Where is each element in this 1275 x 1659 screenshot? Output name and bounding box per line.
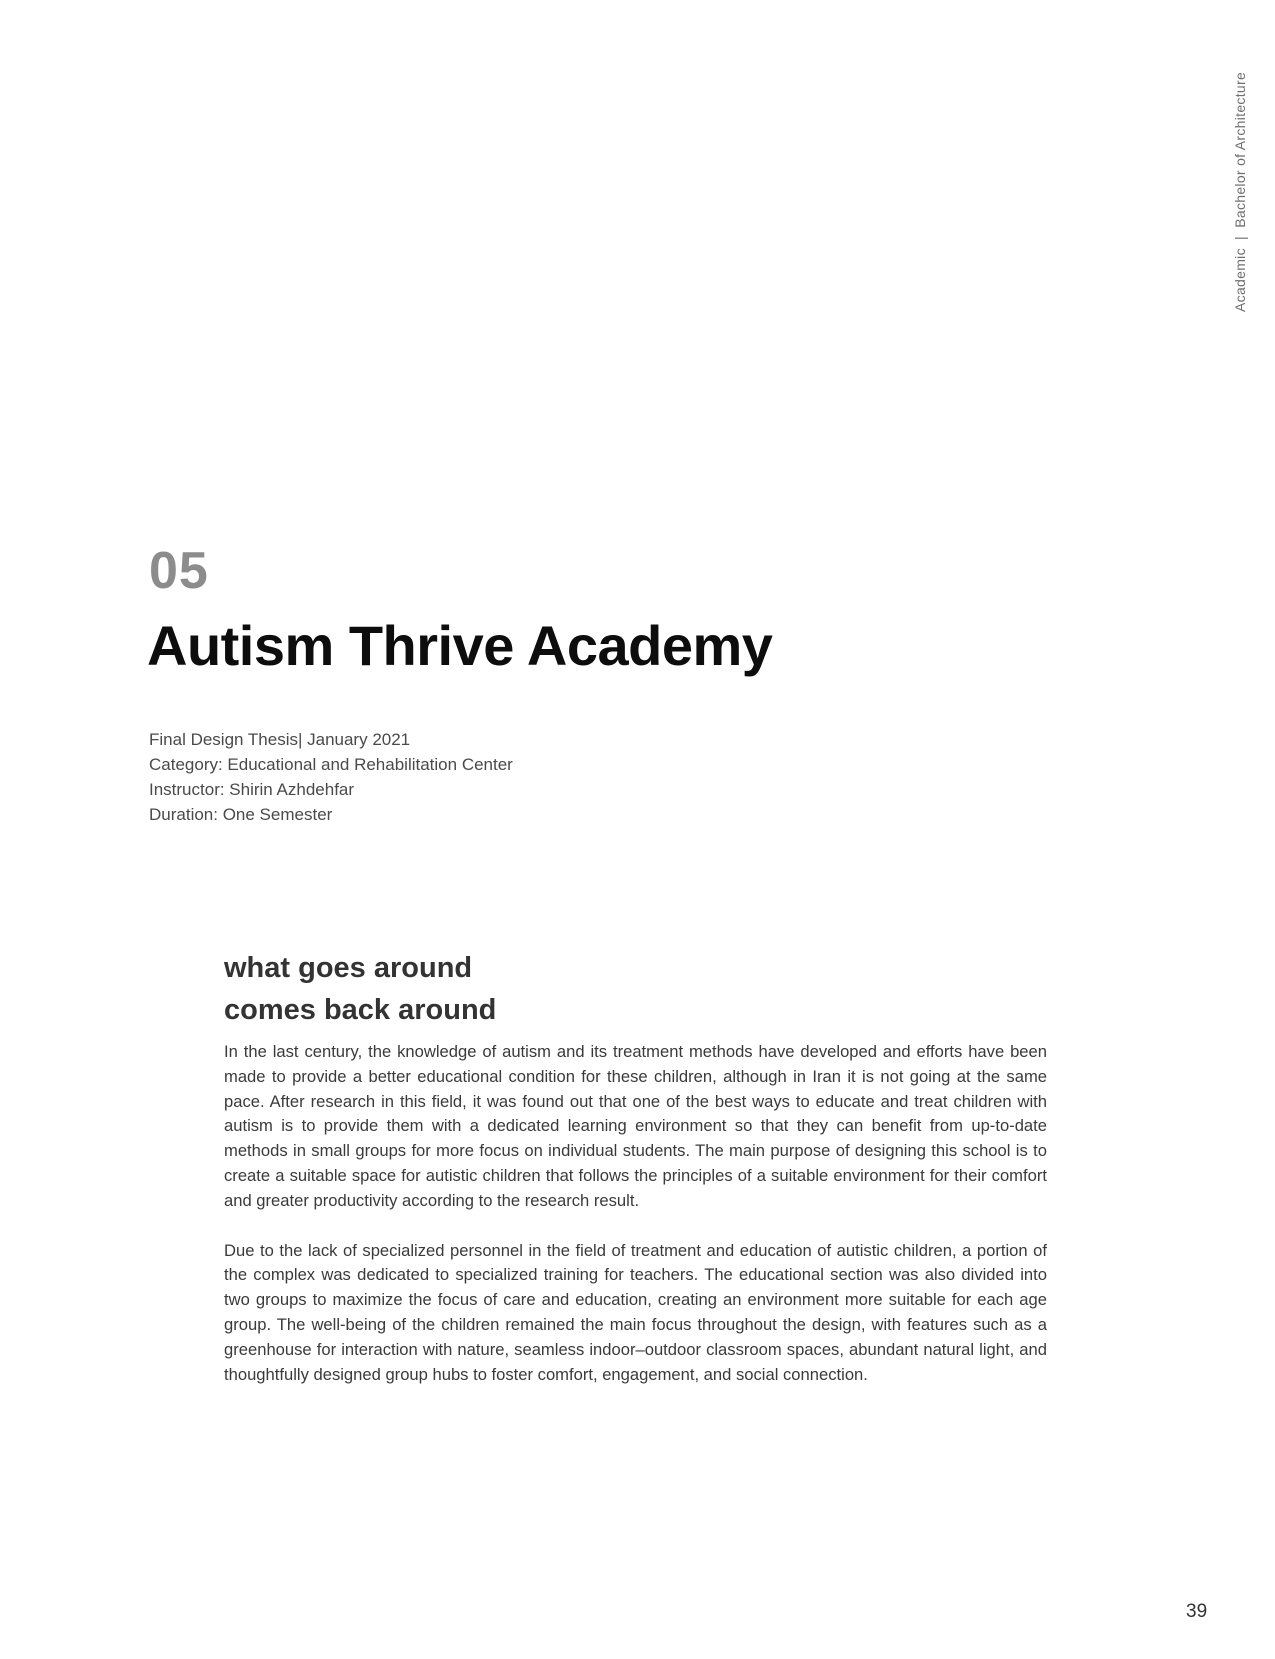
body-text (224, 1040, 1047, 1412)
running-header-separator: | (1232, 235, 1248, 240)
paragraph-1: In the last century, the knowledge of autism and its treatment methods have developed and efforts have been made to provide a better educational condition for these children, although in Iran it is not going at the same pace. After research in this field, it was found out that one of the best ways to educate and treat children with autism is to provide them with a dedicated learning environment so that they can benefit from up-to-date methods in small groups for more focus on individual students. The main purpose of designing this school is to create a suitable space for autistic children that follows the principles of a suitable environment for their comfort and greater productivity according to the research result. (224, 1042, 1047, 1210)
meta-category: Category: Educational and Rehabilitation Center (149, 755, 513, 774)
section-heading-line-1: what goes around (224, 952, 473, 984)
meta-thesis-date: Final Design Thesis| January 2021 (149, 730, 411, 749)
project-meta (149, 727, 513, 827)
project-number: 05 (149, 542, 209, 600)
project-title: Autism Thrive Academy (147, 614, 773, 677)
running-header-program: Bachelor of Architecture (1232, 71, 1248, 228)
meta-instructor: Instructor: Shirin Azhdehfar (149, 780, 355, 799)
section-heading (224, 947, 824, 1031)
page-number: 39 (1186, 1601, 1208, 1622)
section-heading-line-2: comes back around (224, 994, 497, 1026)
paragraph-2: Due to the lack of specialized personnel in the field of treatment and education of autistic children, a portion of the complex was dedicated to specialized training for teachers. The educational section was also divided into two groups to maximize the focus of care and education, creating an environment more suitable for each age group. The well-being of the children remained the main focus throughout the design, with features such as a greenhouse for interaction with nature, seamless indoor–outdoor classroom spaces, abundant natural light, and thoughtfully designed group hubs to foster comfort, engagement, and social connection. (224, 1240, 1047, 1384)
running-header-section: Academic (1232, 248, 1248, 312)
meta-duration: Duration: One Semester (149, 805, 333, 824)
running-header (1232, 72, 1252, 312)
